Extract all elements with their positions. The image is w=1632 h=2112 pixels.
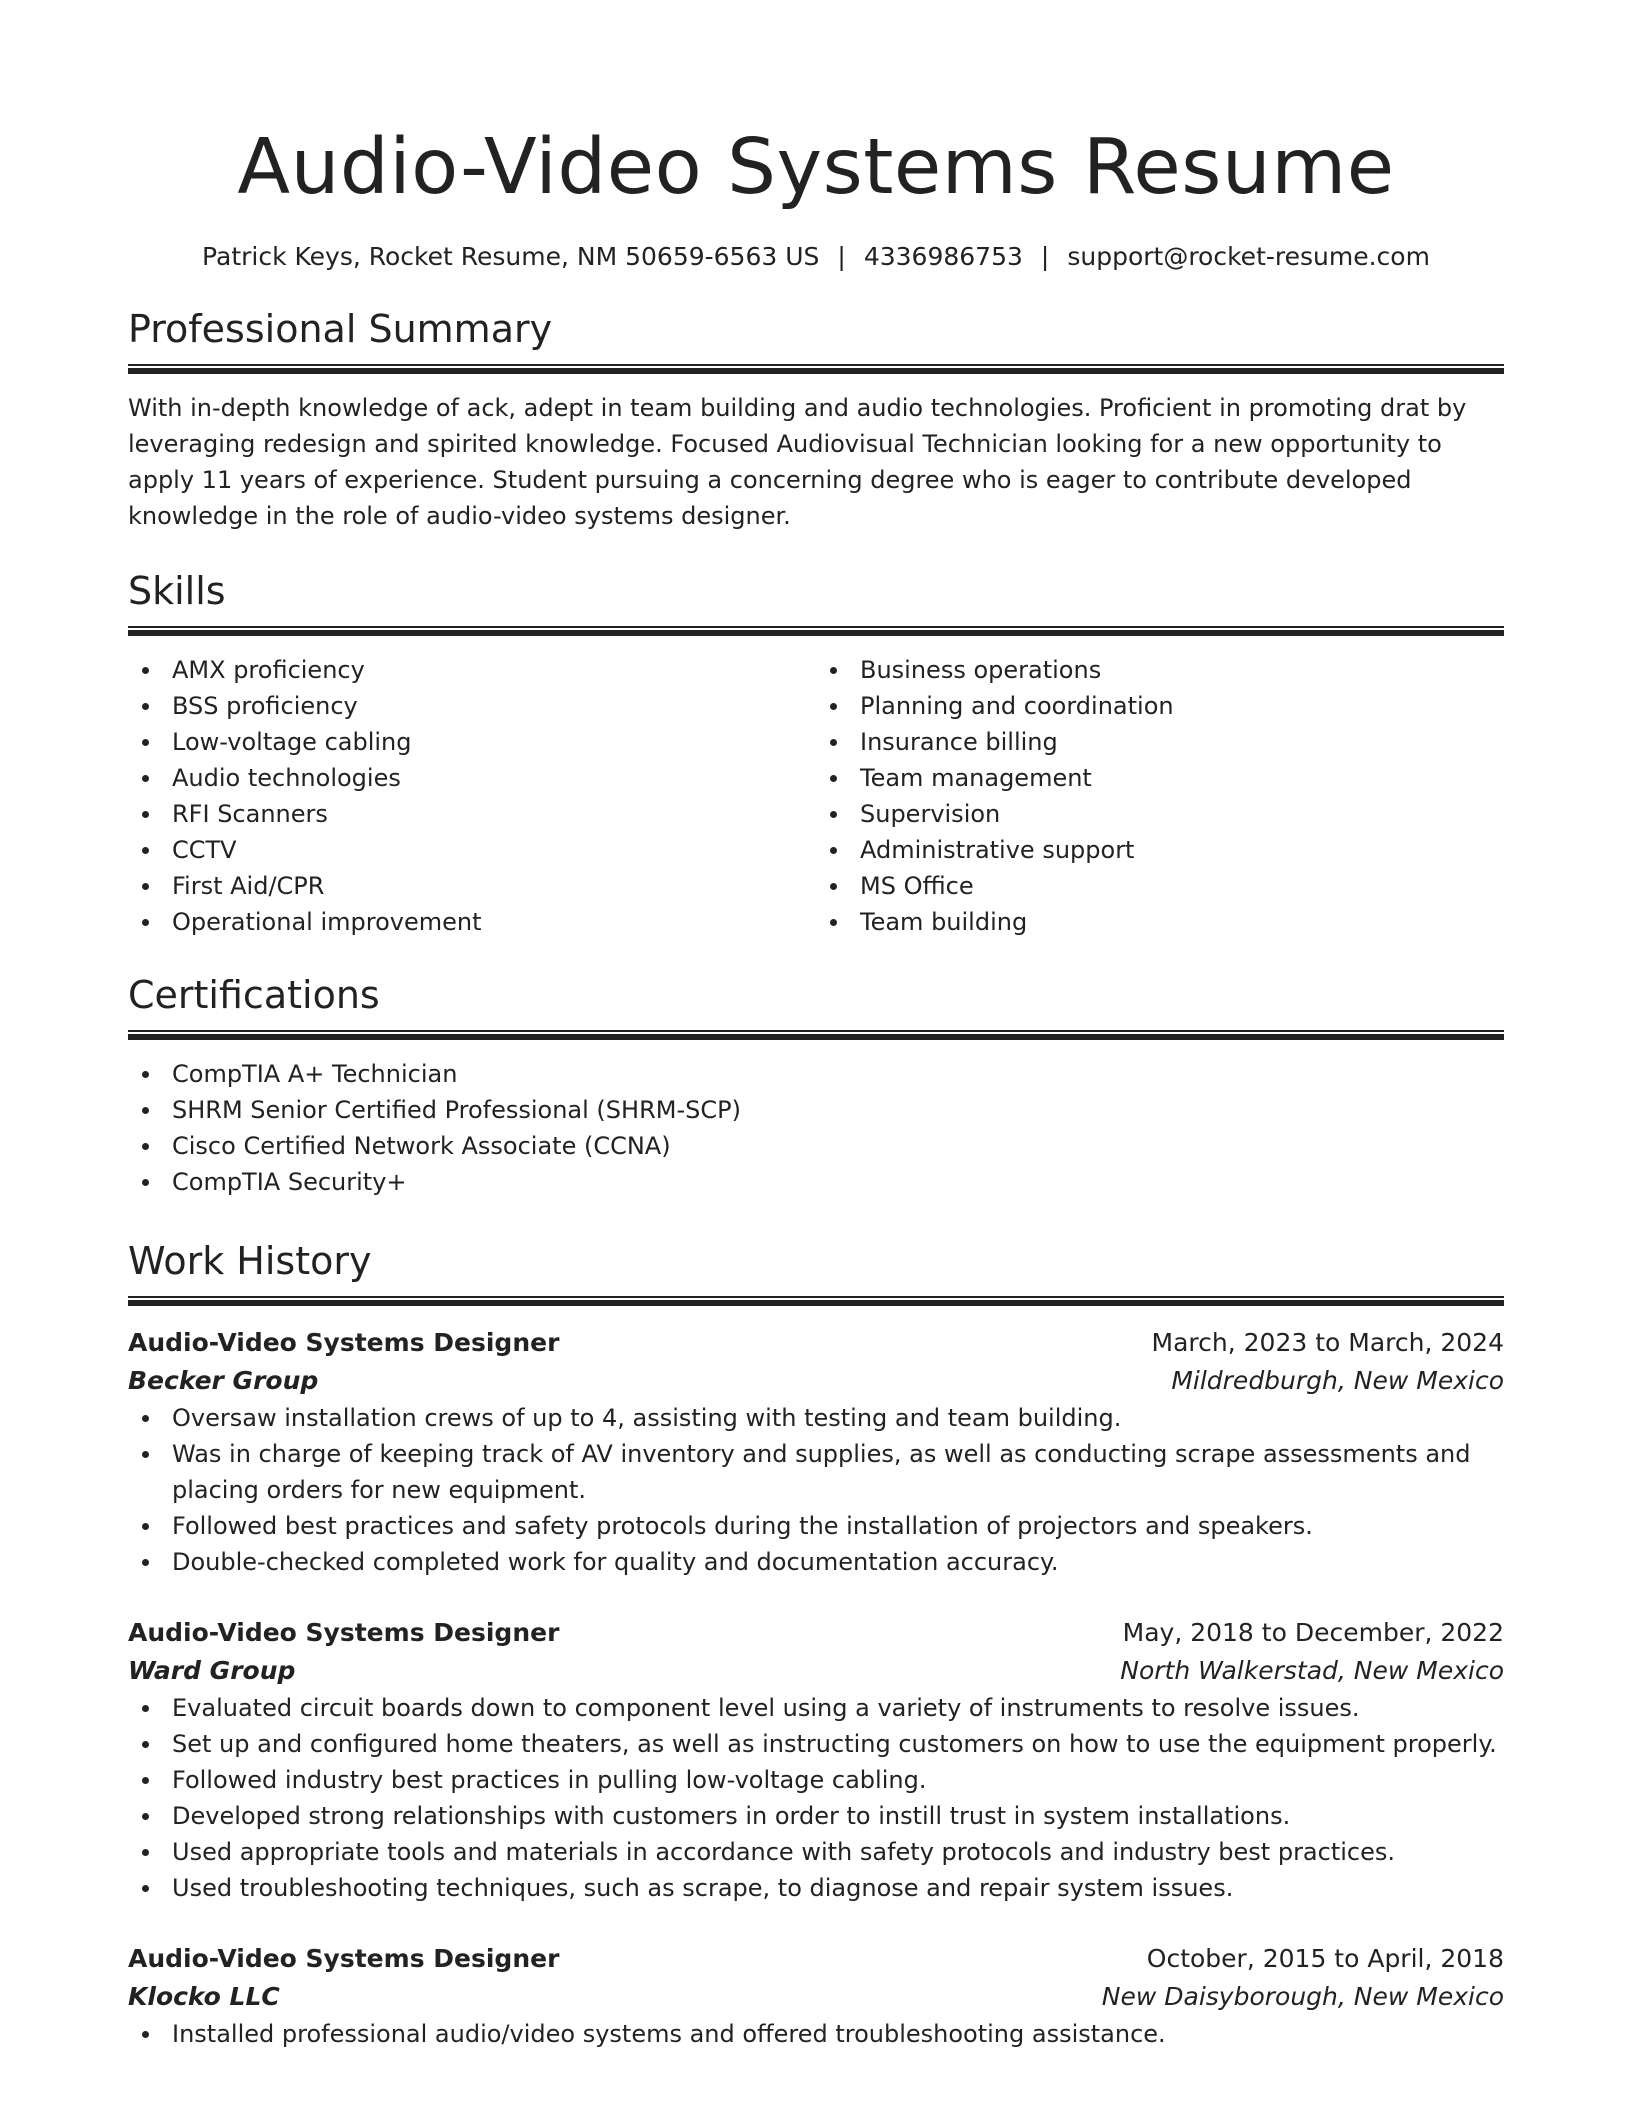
skills-columns	[128, 652, 1504, 940]
skill-item: Operational improvement	[128, 904, 816, 940]
skills-section	[128, 566, 1504, 940]
summary-text: With in-depth knowledge of ack, adept in team building and audio technologies. Proficient in promoting drat by leveraging redesign and spirited knowledge. Focused Audiovisual Technician looking for a new opportunity to apply 11 years of experience. Student pursuing a concerning degree who is eager to contribute developed knowledge in the role of audio-video systems designer.	[128, 394, 1467, 530]
job-subheader-row	[128, 1978, 1504, 2016]
job-bullet: Followed industry best practices in pulling low-voltage cabling.	[128, 1762, 1504, 1798]
skill-item: Team building	[816, 904, 1504, 940]
job-bullet: Was in charge of keeping track of AV inventory and supplies, as well as conducting scrape assessments and placing orders for new equipment.	[128, 1436, 1504, 1508]
job-header-row	[128, 1940, 1504, 1978]
job-bullets	[128, 1400, 1504, 1580]
job-header-row	[128, 1324, 1504, 1362]
skills-list-right	[816, 652, 1504, 940]
section-divider	[128, 1296, 1504, 1306]
job-subheader-row	[128, 1362, 1504, 1400]
certification-item: Cisco Certified Network Associate (CCNA)	[128, 1128, 1504, 1164]
job-bullet: Followed best practices and safety protocols during the installation of projectors and speakers.	[128, 1508, 1504, 1544]
job-subheader-row	[128, 1652, 1504, 1690]
skill-item: Business operations	[816, 652, 1504, 688]
section-divider	[128, 626, 1504, 636]
job-dates: May, 2018 to December, 2022	[1122, 1618, 1504, 1647]
job-bullet: Set up and configured home theaters, as well as instructing customers on how to use the equipment properly.	[128, 1726, 1504, 1762]
skill-item: Team management	[816, 760, 1504, 796]
skill-item: Insurance billing	[816, 724, 1504, 760]
job-title: Audio-Video Systems Designer	[128, 1944, 560, 1973]
certification-item: CompTIA A+ Technician	[128, 1056, 1504, 1092]
job-company: Klocko LLC	[128, 1982, 280, 2011]
section-heading-work-history: Work History	[128, 1239, 372, 1283]
skill-item: MS Office	[816, 868, 1504, 904]
job-header-row	[128, 1614, 1504, 1652]
skill-item: AMX proficiency	[128, 652, 816, 688]
job-bullet: Oversaw installation crews of up to 4, assisting with testing and team building.	[128, 1400, 1504, 1436]
job-location: New Daisyborough, New Mexico	[1101, 1982, 1504, 2011]
skill-item: CCTV	[128, 832, 816, 868]
certification-item: CompTIA Security+	[128, 1164, 1504, 1200]
job-bullets	[128, 2016, 1504, 2052]
job-title: Audio-Video Systems Designer	[128, 1328, 560, 1357]
job-location: Mildredburgh, New Mexico	[1171, 1366, 1504, 1395]
job-dates: October, 2015 to April, 2018	[1146, 1944, 1504, 1973]
job-location: North Walkerstad, New Mexico	[1120, 1656, 1504, 1685]
skill-item: BSS proficiency	[128, 688, 816, 724]
section-divider	[128, 1030, 1504, 1040]
skill-item: Administrative support	[816, 832, 1504, 868]
skill-item: RFI Scanners	[128, 796, 816, 832]
skill-item: Audio technologies	[128, 760, 816, 796]
job-bullet: Installed professional audio/video systems and offered troubleshooting assistance.	[128, 2016, 1504, 2052]
job-entry	[128, 1324, 1504, 1580]
contact-email: support@rocket-resume.com	[1067, 242, 1430, 271]
skill-item: Planning and coordination	[816, 688, 1504, 724]
certifications-list	[128, 1056, 1504, 1200]
contact-phone: 4336986753	[863, 242, 1023, 271]
section-divider	[128, 364, 1504, 374]
job-company: Ward Group	[128, 1656, 296, 1685]
resume-title: Audio-Video Systems Resume	[237, 123, 1395, 212]
job-entry	[128, 1940, 1504, 2052]
section-heading-skills: Skills	[128, 569, 226, 613]
job-bullet: Used appropriate tools and materials in accordance with safety protocols and industry best practices.	[128, 1834, 1504, 1870]
certifications-section	[128, 970, 1504, 1200]
skill-item: First Aid/CPR	[128, 868, 816, 904]
section-heading-certifications: Certifications	[128, 973, 380, 1017]
job-entry	[128, 1614, 1504, 1906]
contact-separator: |	[1040, 242, 1050, 271]
certification-item: SHRM Senior Certified Professional (SHRM-SCP)	[128, 1092, 1504, 1128]
contact-address: Patrick Keys, Rocket Resume, NM 50659-6563 US	[202, 242, 820, 271]
job-company: Becker Group	[128, 1366, 319, 1395]
contact-line	[128, 240, 1504, 274]
job-bullet: Double-checked completed work for quality and documentation accuracy.	[128, 1544, 1504, 1580]
job-bullet: Developed strong relationships with customers in order to instill trust in system installations.	[128, 1798, 1504, 1834]
job-title: Audio-Video Systems Designer	[128, 1618, 560, 1647]
section-heading-summary: Professional Summary	[128, 307, 553, 351]
skill-item: Supervision	[816, 796, 1504, 832]
skill-item: Low-voltage cabling	[128, 724, 816, 760]
skills-list-left	[128, 652, 816, 940]
job-bullet: Used troubleshooting techniques, such as scrape, to diagnose and repair system issues.	[128, 1870, 1504, 1906]
summary-section	[128, 304, 1504, 534]
job-bullet: Evaluated circuit boards down to component level using a variety of instruments to resolve issues.	[128, 1690, 1504, 1726]
job-bullets	[128, 1690, 1504, 1906]
job-dates: March, 2023 to March, 2024	[1151, 1328, 1504, 1357]
work-history-section	[128, 1236, 1504, 2052]
contact-separator: |	[837, 242, 846, 271]
